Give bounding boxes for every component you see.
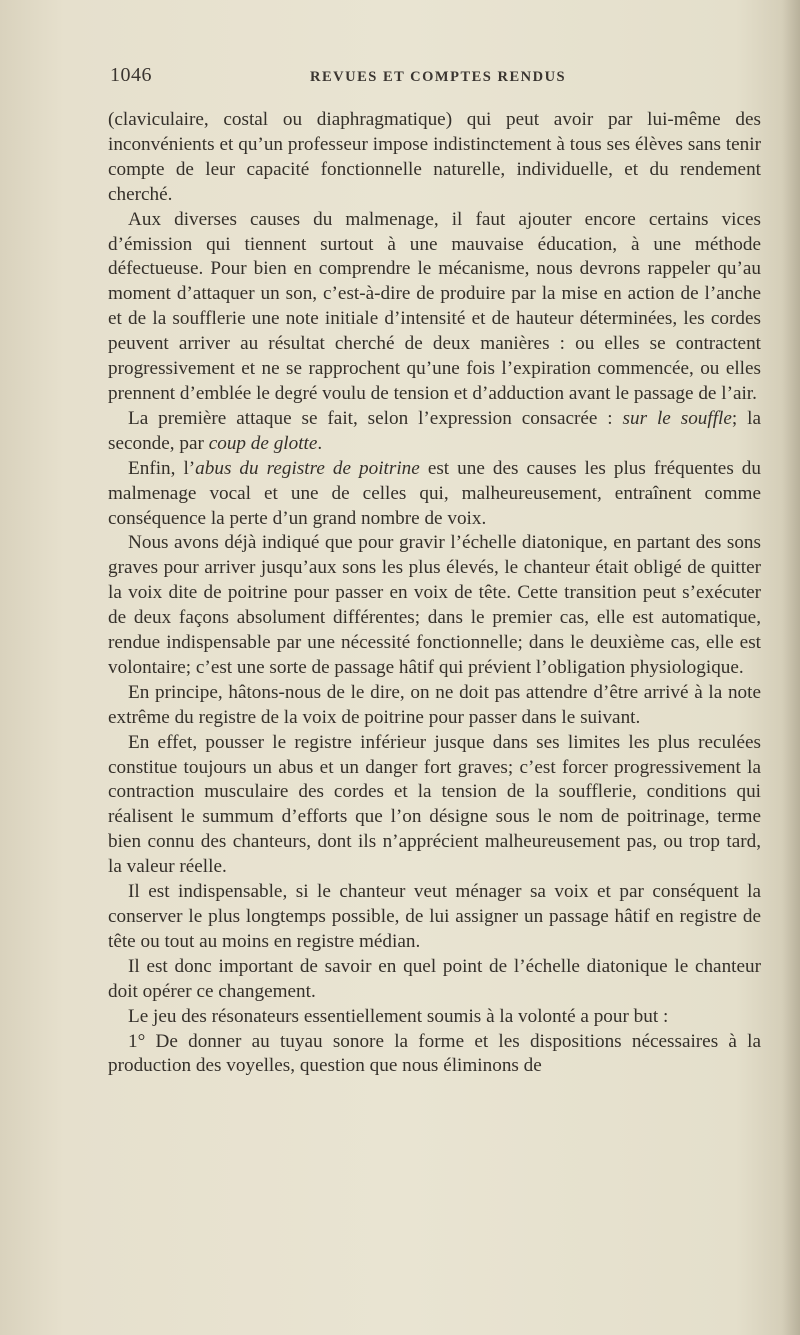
page-header (110, 64, 760, 90)
paragraph: Aux diverses causes du malmenage, il faut ajouter encore certains vices d’émission qui tiennent surtout à une mauvaise éducation, à une méthode défectueuse. Pour bien en comprendre le mécanisme, nous devrons rappeler qu’au moment d’attaquer un son, c’est-à-dire de produire par la mise en action de l’anche et de la soufflerie une note initiale d’intensité et de hauteur déterminées, les cordes peuvent arriver au résultat cherché de deux manières : ou elles se contractent progressivement et ne se rapprochent qu’une fois l’expiration commencée, ou elles prennent d’emblée le degré voulu de tension et d’adduction avant le passage de l’air. (108, 208, 761, 404)
italic-term: abus du registre de poitrine (195, 457, 420, 479)
paragraph (108, 457, 761, 532)
paragraph: Le jeu des résonateurs essentiellement soumis à la volonté a pour but : (128, 1005, 669, 1027)
paragraph: En effet, pousser le registre inférieur jusque dans ses limites les plus reculées constitue toujours un abus et un danger fort graves; c’est forcer progressivement la contraction musculaire des cordes et la tension de la soufflerie, conditions qui réalisent le summum d’efforts que l’on désigne sous le nom de poitrinage, terme bien connu des chanteurs, dont ils n’apprécient malheureusement pas, ou trop tard, la valeur réelle. (108, 731, 761, 878)
page-number: 1046 (110, 64, 152, 86)
paragraph: Il est donc important de savoir en quel point de l’échelle diatonique le chanteur doit opérer ce changement. (108, 955, 761, 1002)
text-run: . (317, 432, 323, 454)
text-run: Enfin, l’ (128, 457, 196, 479)
text-run: ; la seconde, par (108, 407, 761, 454)
paragraph: Il est indispensable, si le chanteur veut ménager sa voix et par conséquent la conserver le plus longtemps possible, de lui assigner un passage hâtif en registre de tête ou tout au moins en registre médian. (108, 881, 761, 952)
paragraph: En principe, hâtons-nous de le dire, on ne doit pas attendre d’être arrivé à la note extrême du registre de la voix de poitrine pour passer dans le suivant. (108, 681, 761, 728)
running-head: REVUES ET COMPTES RENDUS (310, 69, 567, 85)
text-run: est une des causes les plus fréquentes du malmenage vocal et une de celles qui, malheureusement, entraînent comme conséquence la perte d’un grand nombre de voix. (108, 457, 761, 529)
italic-term: coup de glotte (208, 432, 318, 454)
paragraph (108, 407, 761, 457)
body-text (108, 108, 761, 1079)
paragraph: 1° De donner au tuyau sonore la forme et les dispositions nécessaires à la production des voyelles, question que nous éliminons de (108, 1030, 761, 1077)
paragraph: Nous avons déjà indiqué que pour gravir l’échelle diatonique, en partant des sons graves pour arriver jusqu’aux sons les plus élevés, le chanteur était obligé de quitter la voix dite de poitrine pour passer en voix de tête. Cette transition peut s’exécuter de deux façons absolument différentes; dans le premier cas, elle est automatique, rendue indispensable par une nécessité fonctionnelle; dans le deuxième cas, elle est volontaire; c’est une sorte de passage hâtif qui prévient l’obligation physiologique. (108, 532, 761, 678)
paragraph: (claviculaire, costal ou diaphragmatique) qui peut avoir par lui-même des inconvénients et qu’un professeur impose indistinctement à tous ses élèves sans tenir compte de leur capacité fonctionnelle naturelle, individuelle, et du rendement cherché. (108, 109, 761, 205)
text-run: La première attaque se fait, selon l’expression consacrée : (128, 407, 623, 429)
italic-term: sur le souffle (622, 407, 732, 429)
